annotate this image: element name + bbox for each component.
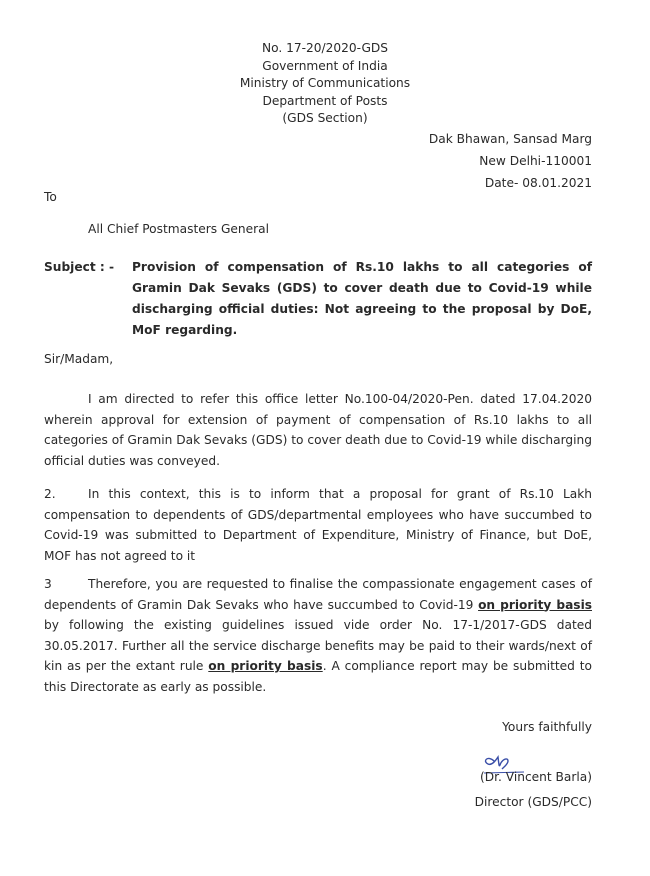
paragraph-3-number: 3 — [44, 577, 52, 591]
subject-text: Provision of compensation of Rs.10 lakhs to all categories of Gramin Dak Sevaks (GDS) to cover death due to Covid-19 while discharging official duties: Not agreeing to the proposal by DoE, MoF regarding. — [132, 260, 592, 337]
paragraph-1 — [44, 389, 592, 471]
signatory-designation: Director (GDS/PCC) — [474, 795, 592, 809]
paragraph-3-text-b: by following the existing guidelines issued vide order No. 17-1/2017-GDS dated 30.05.2017. Further all the service discharge benefits may be paid to their wards/next of kin as per the extant rule — [44, 618, 592, 673]
section-line: (GDS Section) — [282, 111, 368, 125]
government-line: Government of India — [262, 58, 388, 73]
priority-emphasis-1: on priority basis — [478, 597, 592, 612]
address-line-1: Dak Bhawan, Sansad Marg — [428, 132, 592, 146]
letter-date: Date- 08.01.2021 — [484, 176, 592, 190]
paragraph-1-text: I am directed to refer this office letter No.100-04/2020-Pen. dated 17.04.2020 wherein approval for extension of payment of compensation of Rs.10 lakhs to all categories of Gramin Dak Sevaks (GDS) to cover death due to Covid-19 while discharging official duties was conveyed. — [44, 392, 592, 468]
to-label: To — [44, 190, 57, 204]
subject-block — [44, 257, 592, 341]
department-line: Department of Posts — [262, 93, 388, 108]
reference-number: No. 17-20/2020-GDS — [261, 41, 389, 55]
ministry-line: Ministry of Communications — [239, 76, 411, 90]
valediction: Yours faithfully — [502, 720, 592, 734]
address-line-2: New Delhi-110001 — [479, 154, 592, 168]
paragraph-3-text-a: Therefore, you are requested to finalise the compassionate engagement cases of dependents of Gramin Dak Sevaks who have succumbed to Covid-19 — [44, 577, 592, 612]
salutation: Sir/Madam, — [44, 352, 114, 366]
sender-address — [429, 128, 592, 194]
paragraph-2 — [44, 484, 592, 566]
paragraph-2-number: 2. — [44, 487, 56, 501]
paragraph-3-text-c: . A compliance report may be submitted to this Directorate as early as possible. — [44, 659, 593, 694]
priority-emphasis-2: on priority basis — [208, 659, 323, 673]
signatory-name: (Dr. Vincent Barla) — [480, 770, 592, 784]
recipient-name: All Chief Postmasters General — [88, 222, 269, 236]
paragraph-2-text: In this context, this is to inform that a proposal for grant of Rs.10 Lakh compensation to dependents of GDS/departmental employees who have succumbed to Covid-19 was submitted to Department of Expenditure, Ministry of Finance, but DoE, MOF has not agreed to it — [44, 487, 592, 563]
letter-header — [200, 40, 450, 128]
subject-label: Subject : - — [44, 260, 115, 274]
paragraph-3 — [44, 574, 592, 697]
